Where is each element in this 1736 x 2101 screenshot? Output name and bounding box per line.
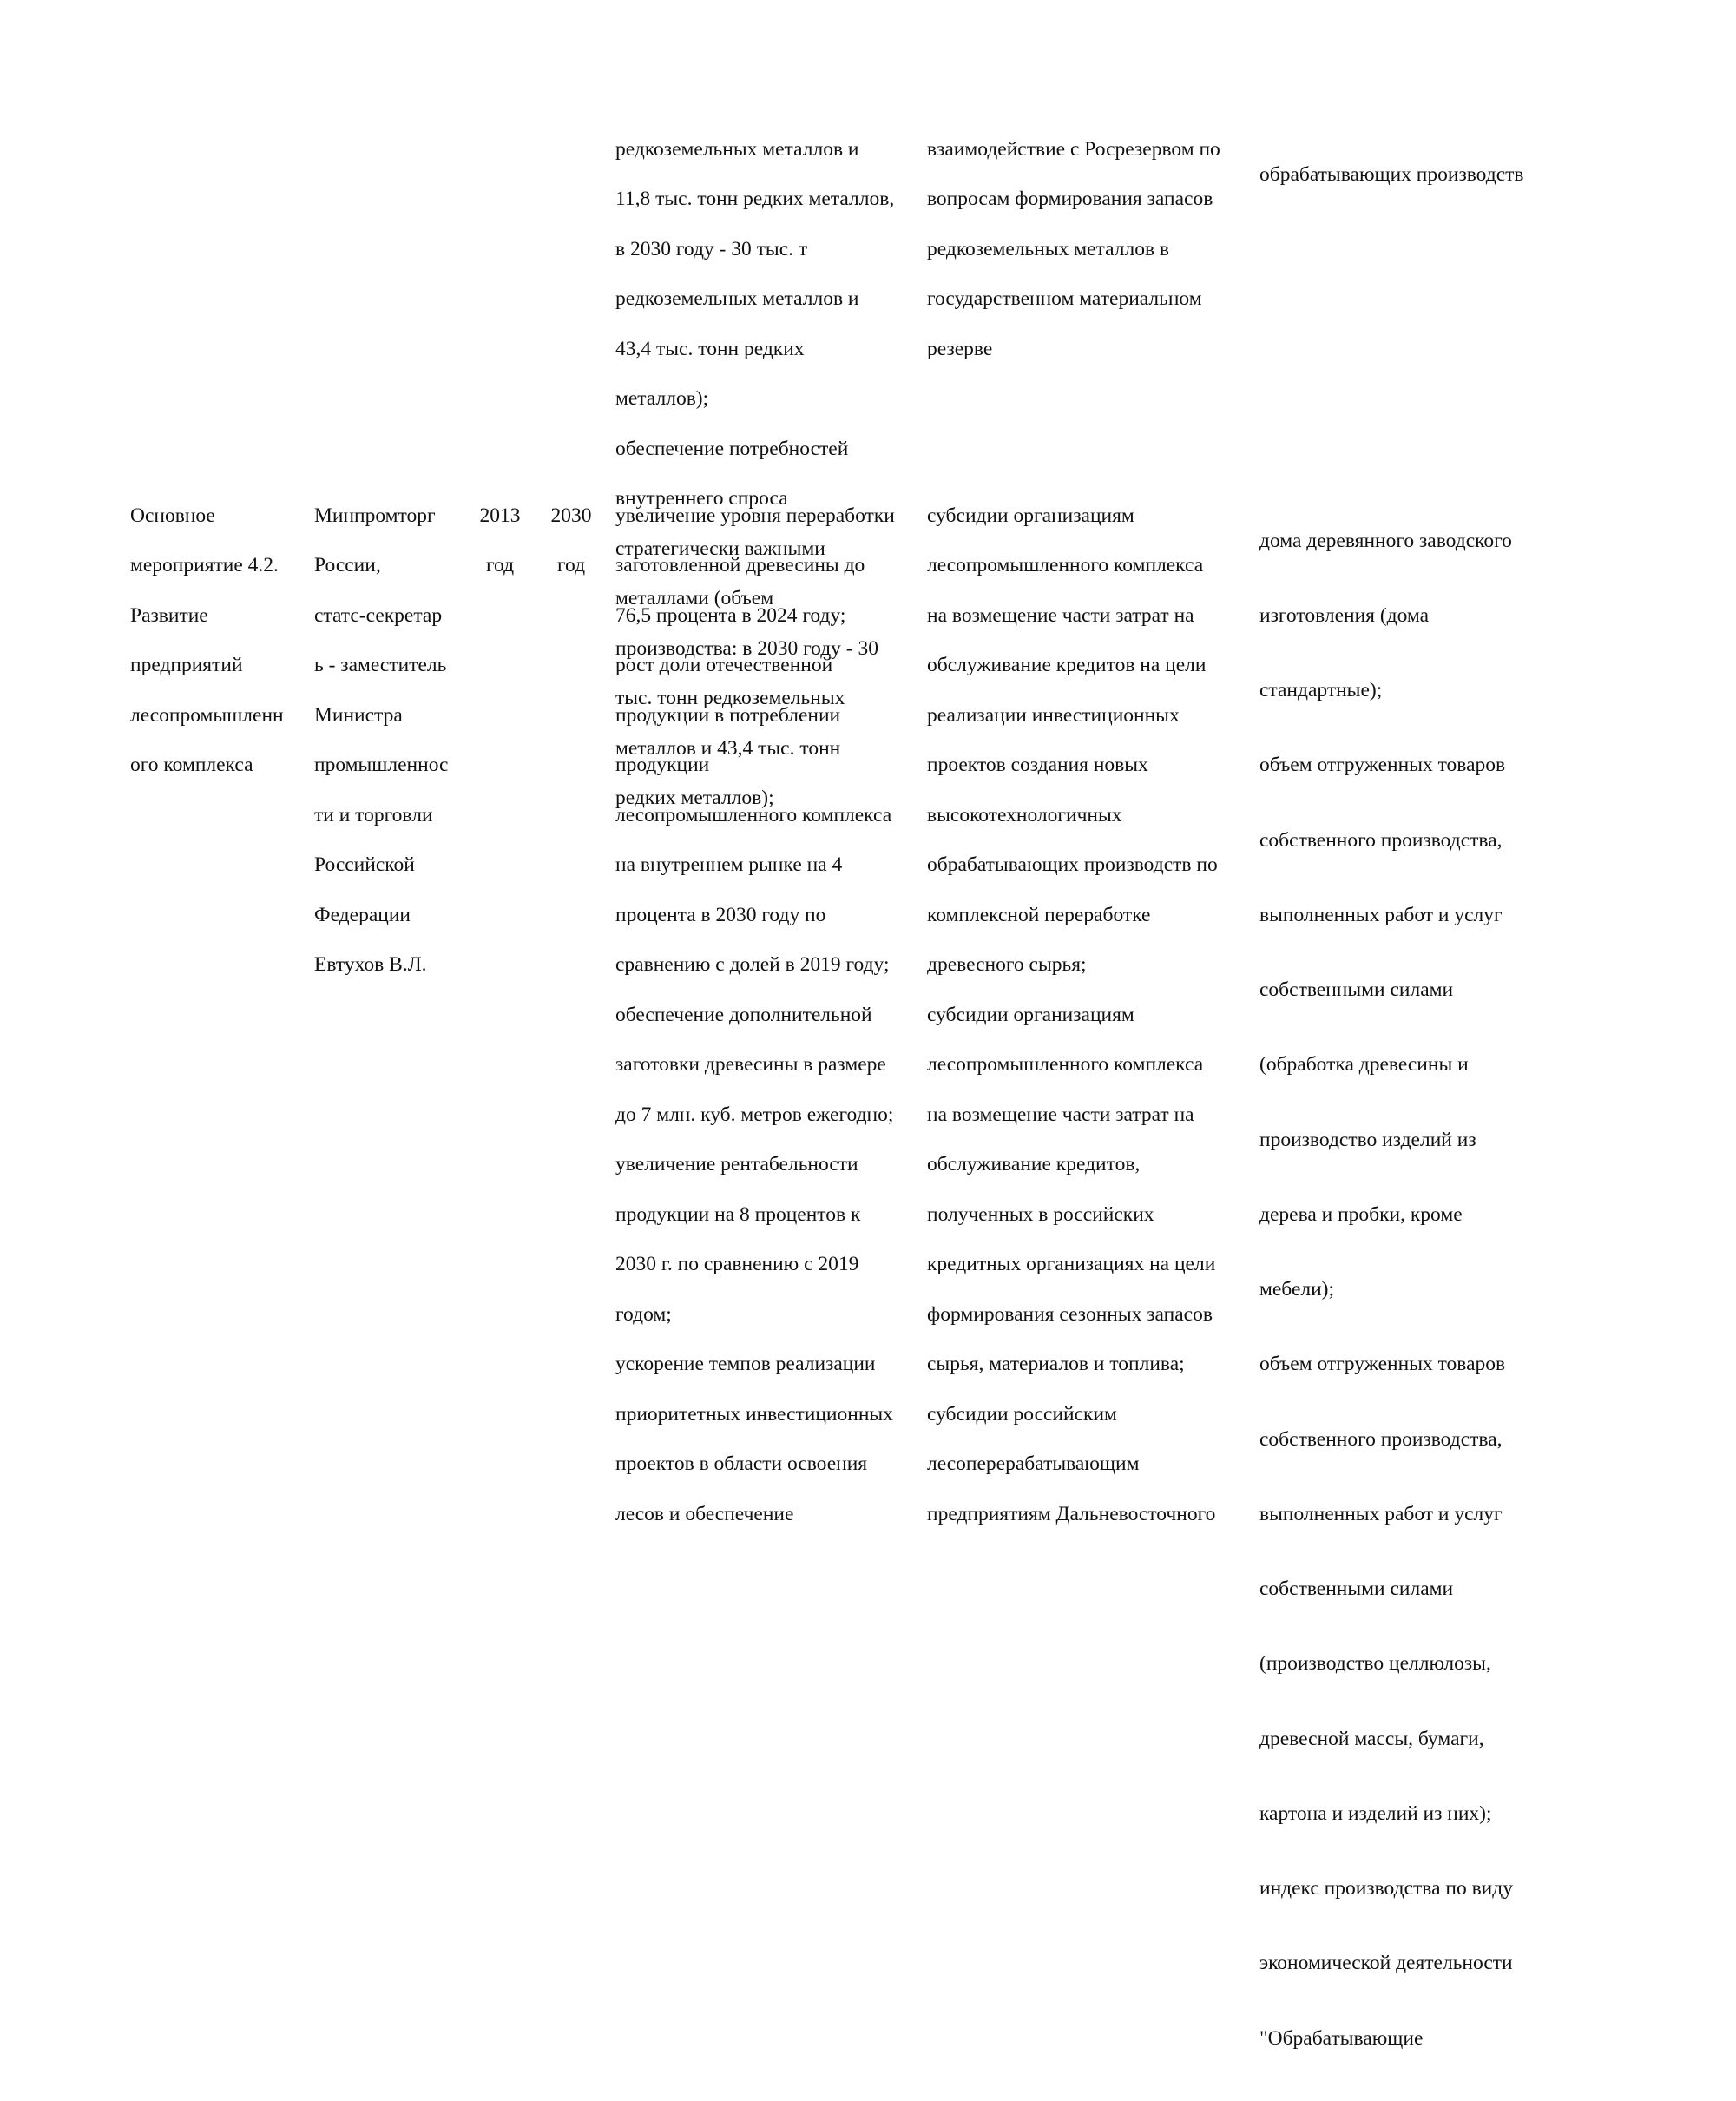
text-line: собственными силами — [1259, 1577, 1454, 1600]
text-line: 11,8 тыс. тонн редких металлов, — [615, 188, 895, 211]
text-line: России, — [314, 554, 381, 577]
text-line: древесного сырья; — [927, 953, 1087, 977]
text-line: продукции на 8 процентов к — [615, 1202, 861, 1226]
text-line: мероприятие 4.2. — [130, 554, 279, 577]
text-line: объем отгруженных товаров — [1259, 1353, 1506, 1376]
text-line: экономической деятельности — [1259, 1952, 1513, 1975]
text-line: Министра — [314, 703, 403, 727]
text-line: реализации инвестиционных — [927, 703, 1180, 727]
text-line: лесоперерабатывающим — [927, 1452, 1140, 1476]
text-line: субсидии организациям — [927, 1003, 1134, 1026]
text-line: Евтухов В.Л. — [314, 953, 427, 977]
text-line: в 2030 году - 30 тыс. т — [615, 237, 808, 260]
text-line: увеличение рентабельности — [615, 1153, 858, 1176]
text-line: ускорение темпов реализации — [615, 1353, 876, 1376]
text-line: стандартные); — [1259, 679, 1383, 701]
text-line: выполненных работ и услуг — [1259, 1502, 1503, 1525]
text-line: редких металлов); — [615, 787, 774, 810]
text-line: Минпромторг — [314, 504, 436, 527]
text-line: обеспечение дополнительной — [615, 1003, 872, 1026]
text-line: ти и торговли — [314, 803, 433, 827]
text-line: предприятий — [130, 654, 243, 677]
text-line: обслуживание кредитов на цели — [927, 654, 1207, 677]
text-line: продукции в потреблении — [615, 703, 841, 727]
text-line: (производство целлюлозы, — [1259, 1652, 1491, 1676]
text-line: Развитие — [130, 603, 208, 627]
expected-results-cell — [615, 478, 924, 1551]
measures-cell — [927, 478, 1257, 1551]
text-line: вопросам формирования запасов — [927, 188, 1213, 211]
activity-cell — [130, 478, 308, 803]
text-line: годом; — [615, 1302, 672, 1326]
text-line: редкоземельных металлов и — [615, 137, 859, 161]
text-line: продукции — [615, 754, 710, 777]
text-line: дерева и пробки, кроме — [1259, 1202, 1463, 1226]
text-line: год — [556, 554, 586, 577]
text-line: мебели); — [1259, 1278, 1335, 1301]
text-line: металлами (объем — [615, 587, 774, 610]
indicators-cell — [1259, 478, 1624, 2101]
text-line: субсидии организациям — [927, 504, 1134, 527]
text-line: 76,5 процента в 2024 году; — [615, 603, 846, 627]
text-line: обрабатывающих производств по — [927, 853, 1218, 877]
text-line: увеличение уровня переработки — [615, 504, 895, 527]
text-line: лесопромышленн — [130, 703, 284, 727]
text-line: лесов и обеспечение — [615, 1502, 794, 1525]
text-line: государственном материальном — [927, 287, 1202, 311]
text-line: объем отгруженных товаров — [1259, 754, 1506, 777]
text-line: кредитных организациях на цели — [927, 1253, 1216, 1276]
text-line: лесопромышленного комплекса — [927, 1053, 1204, 1077]
text-line: сырья, материалов и топлива; — [927, 1353, 1185, 1376]
text-line: рост доли отечественной — [615, 654, 833, 677]
end-year-cell — [545, 478, 597, 603]
text-line: субсидии российским — [927, 1402, 1117, 1426]
text-line: предприятиям Дальневосточного — [927, 1502, 1216, 1525]
text-line: обслуживание кредитов, — [927, 1153, 1141, 1176]
text-line: полученных в российских — [927, 1202, 1154, 1226]
text-line: ь - заместитель — [314, 654, 447, 677]
text-line: приоритетных инвестиционных — [615, 1402, 893, 1426]
text-line: 2030 — [550, 504, 592, 527]
text-line: собственного производства, — [1259, 1427, 1503, 1451]
text-line: промышленнос — [314, 754, 449, 777]
text-line: металлов); — [615, 387, 709, 411]
text-line: собственными силами — [1259, 978, 1454, 1001]
text-line: Основное — [130, 504, 215, 527]
responsible-cell — [314, 478, 470, 1003]
text-line: Федерации — [314, 903, 411, 926]
text-line: ого комплекса — [130, 754, 253, 777]
text-line: проектов в области освоения — [615, 1452, 868, 1476]
text-line: картона и изделий из них); — [1259, 1801, 1492, 1825]
text-line: лесопромышленного комплекса — [615, 803, 892, 827]
text-line: обрабатывающих производств — [1259, 162, 1524, 186]
text-line: статс-секретар — [314, 603, 443, 627]
text-line: дома деревянного заводского — [1259, 529, 1512, 552]
text-line: производство изделий из — [1259, 1128, 1476, 1151]
text-line: на возмещение части затрат на — [927, 1103, 1194, 1126]
text-line: обеспечение потребностей — [615, 437, 849, 460]
text-line: редкоземельных металлов и — [615, 287, 859, 311]
text-line: металлов и 43,4 тыс. тонн — [615, 736, 841, 760]
text-line: комплексной переработке — [927, 903, 1151, 926]
text-line: год — [485, 554, 515, 577]
text-line: "Обрабатывающие — [1259, 2026, 1424, 2050]
text-line: резерве — [927, 337, 993, 360]
text-line: на возмещение части затрат на — [927, 603, 1194, 627]
text-line: индекс производства по виду — [1259, 1877, 1513, 1900]
text-line: 43,4 тыс. тонн редких — [615, 337, 805, 360]
text-line: лесопромышленного комплекса — [927, 554, 1204, 577]
start-year-cell — [474, 478, 526, 603]
text-line: формирования сезонных запасов — [927, 1302, 1213, 1326]
text-line: проектов создания новых — [927, 754, 1148, 777]
text-line: на внутреннем рынке на 4 — [615, 853, 843, 877]
text-line: производства: в 2030 году - 30 — [615, 636, 878, 660]
text-line: стратегически важными — [615, 537, 825, 560]
text-line: заготовки древесины в размере — [615, 1053, 886, 1077]
measures-cell — [927, 112, 1257, 386]
text-line: заготовленной древесины до — [615, 554, 865, 577]
text-line: собственного производства, — [1259, 828, 1503, 852]
text-line: редкоземельных металлов в — [927, 237, 1170, 260]
text-line: древесной массы, бумаги, — [1259, 1727, 1484, 1750]
text-line: сравнению с долей в 2019 году; — [615, 953, 890, 977]
text-line: взаимодействие с Росрезервом по — [927, 137, 1220, 161]
text-line: внутреннего спроса — [615, 487, 788, 510]
text-line: процента в 2030 году по — [615, 903, 826, 926]
indicators-cell — [1259, 112, 1624, 237]
text-line: 2013 — [479, 504, 521, 527]
text-line: до 7 млн. куб. метров ежегодно; — [615, 1103, 894, 1126]
text-line: Российской — [314, 853, 415, 877]
text-line: изготовления (дома — [1259, 603, 1430, 627]
text-line: выполненных работ и услуг — [1259, 903, 1503, 926]
text-line: 2030 г. по сравнению с 2019 — [615, 1253, 859, 1276]
text-line: (обработка древесины и — [1259, 1053, 1469, 1077]
text-line: высокотехнологичных — [927, 803, 1122, 827]
text-line: тыс. тонн редкоземельных — [615, 687, 845, 710]
